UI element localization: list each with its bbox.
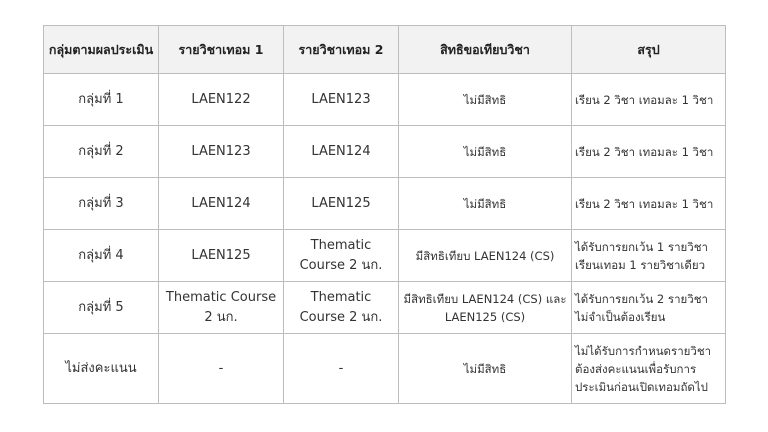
table-row	[44, 126, 726, 178]
summary-cell: เรียน 2 วิชา เทอมละ 1 วิชา	[572, 126, 726, 178]
transfer-cell: ไม่มีสิทธิ	[399, 126, 572, 178]
table-row	[44, 334, 726, 404]
table-row	[44, 74, 726, 126]
header-summary: สรุป	[572, 26, 726, 74]
summary-cell: เรียน 2 วิชา เทอมละ 1 วิชา	[572, 178, 726, 230]
term2-cell: LAEN124	[284, 126, 399, 178]
header-row	[44, 26, 726, 74]
term1-cell: LAEN124	[159, 178, 284, 230]
summary-cell: เรียน 2 วิชา เทอมละ 1 วิชา	[572, 74, 726, 126]
term2-cell: Thematic Course 2 นก.	[284, 230, 399, 282]
transfer-cell: ไม่มีสิทธิ	[399, 74, 572, 126]
term1-cell: LAEN125	[159, 230, 284, 282]
transfer-cell: ไม่มีสิทธิ	[399, 178, 572, 230]
transfer-cell: มีสิทธิเทียบ LAEN124 (CS) และ LAEN125 (CS)	[399, 282, 572, 334]
group-cell: กลุ่มที่ 1	[44, 74, 159, 126]
header-group: กลุ่มตามผลประเมิน	[44, 26, 159, 74]
term2-cell: Thematic Course 2 นก.	[284, 282, 399, 334]
term1-cell: Thematic Course 2 นก.	[159, 282, 284, 334]
term2-cell: LAEN125	[284, 178, 399, 230]
header-term2-course: รายวิชาเทอม 2	[284, 26, 399, 74]
summary-cell: ได้รับการยกเว้น 1 รายวิชา เรียนเทอม 1 รายวิชาเดียว	[572, 230, 726, 282]
term1-cell: -	[159, 334, 284, 404]
header-term1-course: รายวิชาเทอม 1	[159, 26, 284, 74]
table-container	[43, 25, 726, 404]
summary-cell: ได้รับการยกเว้น 2 รายวิชา ไม่จำเป็นต้องเรียน	[572, 282, 726, 334]
table-row	[44, 282, 726, 334]
summary-cell: ไม่ได้รับการกำหนดรายวิชา ต้องส่งคะแนนเพื่อรับการประเมินก่อนเปิดเทอมถัดไป	[572, 334, 726, 404]
group-cell: ไม่ส่งคะแนน	[44, 334, 159, 404]
group-cell: กลุ่มที่ 5	[44, 282, 159, 334]
term1-cell: LAEN123	[159, 126, 284, 178]
header-transfer-right: สิทธิขอเทียบวิชา	[399, 26, 572, 74]
transfer-cell: ไม่มีสิทธิ	[399, 334, 572, 404]
group-course-table	[43, 25, 726, 404]
term1-cell: LAEN122	[159, 74, 284, 126]
transfer-cell: มีสิทธิเทียบ LAEN124 (CS)	[399, 230, 572, 282]
table-row	[44, 178, 726, 230]
group-cell: กลุ่มที่ 4	[44, 230, 159, 282]
term2-cell: -	[284, 334, 399, 404]
term2-cell: LAEN123	[284, 74, 399, 126]
table-row	[44, 230, 726, 282]
group-cell: กลุ่มที่ 3	[44, 178, 159, 230]
group-cell: กลุ่มที่ 2	[44, 126, 159, 178]
